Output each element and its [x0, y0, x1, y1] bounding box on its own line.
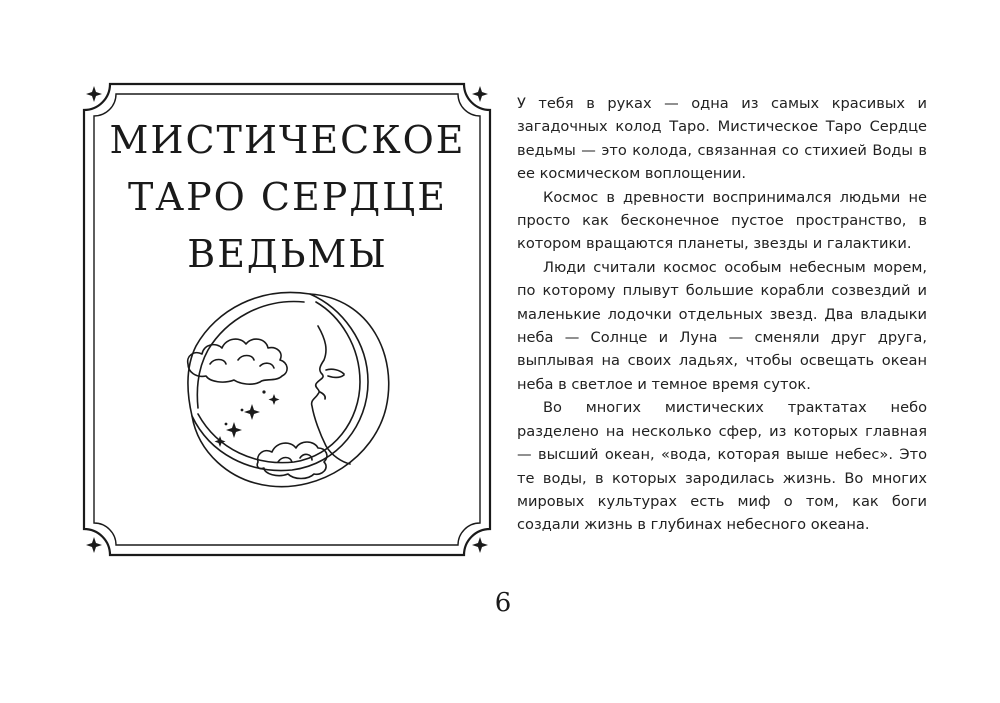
title-line-2: ТАРО СЕРДЦЕ — [127, 175, 448, 219]
title-line-3: ВЕДЬМЫ — [187, 232, 388, 276]
paragraph-1: У тебя в руках — одна из самых красивых и загадочных колод Таро. Мистическое Таро Сердце ведьмы — это колода, связанная со стихией Воды в ее космическом воплощении. — [517, 95, 927, 183]
crescent-moon-icon — [180, 286, 410, 496]
page-title — [95, 112, 480, 283]
title-line-1: МИСТИЧЕСКОЕ — [109, 118, 466, 162]
paragraph-4: Во многих мистических трактатах небо разделено на несколько сфер, из которых главная — высший океан, «вода, которая выше небес». Это те воды, в которых зародилась жизнь. Во многих мировых культурах есть миф о том, как боги создали жизнь в глубинах небесного океана. — [517, 399, 927, 534]
body-text — [517, 92, 927, 537]
page-number: 6 — [494, 588, 512, 618]
paragraph-2: Космос в древности воспринимался людьми не просто как бесконечное пустое пространство, в котором вращаются планеты, звезды и галактики. — [517, 188, 927, 253]
paragraph-3: Люди считали космос особым небесным морем, по которому плывут большие корабли созвездий и маленькие лодочки отдельных звезд. Два владыки неба — Солнце и Луна — сменяли друг друга, выплывая на своих ладьях, чтобы освещать океан неба в светлое и темное время суток. — [517, 258, 927, 393]
